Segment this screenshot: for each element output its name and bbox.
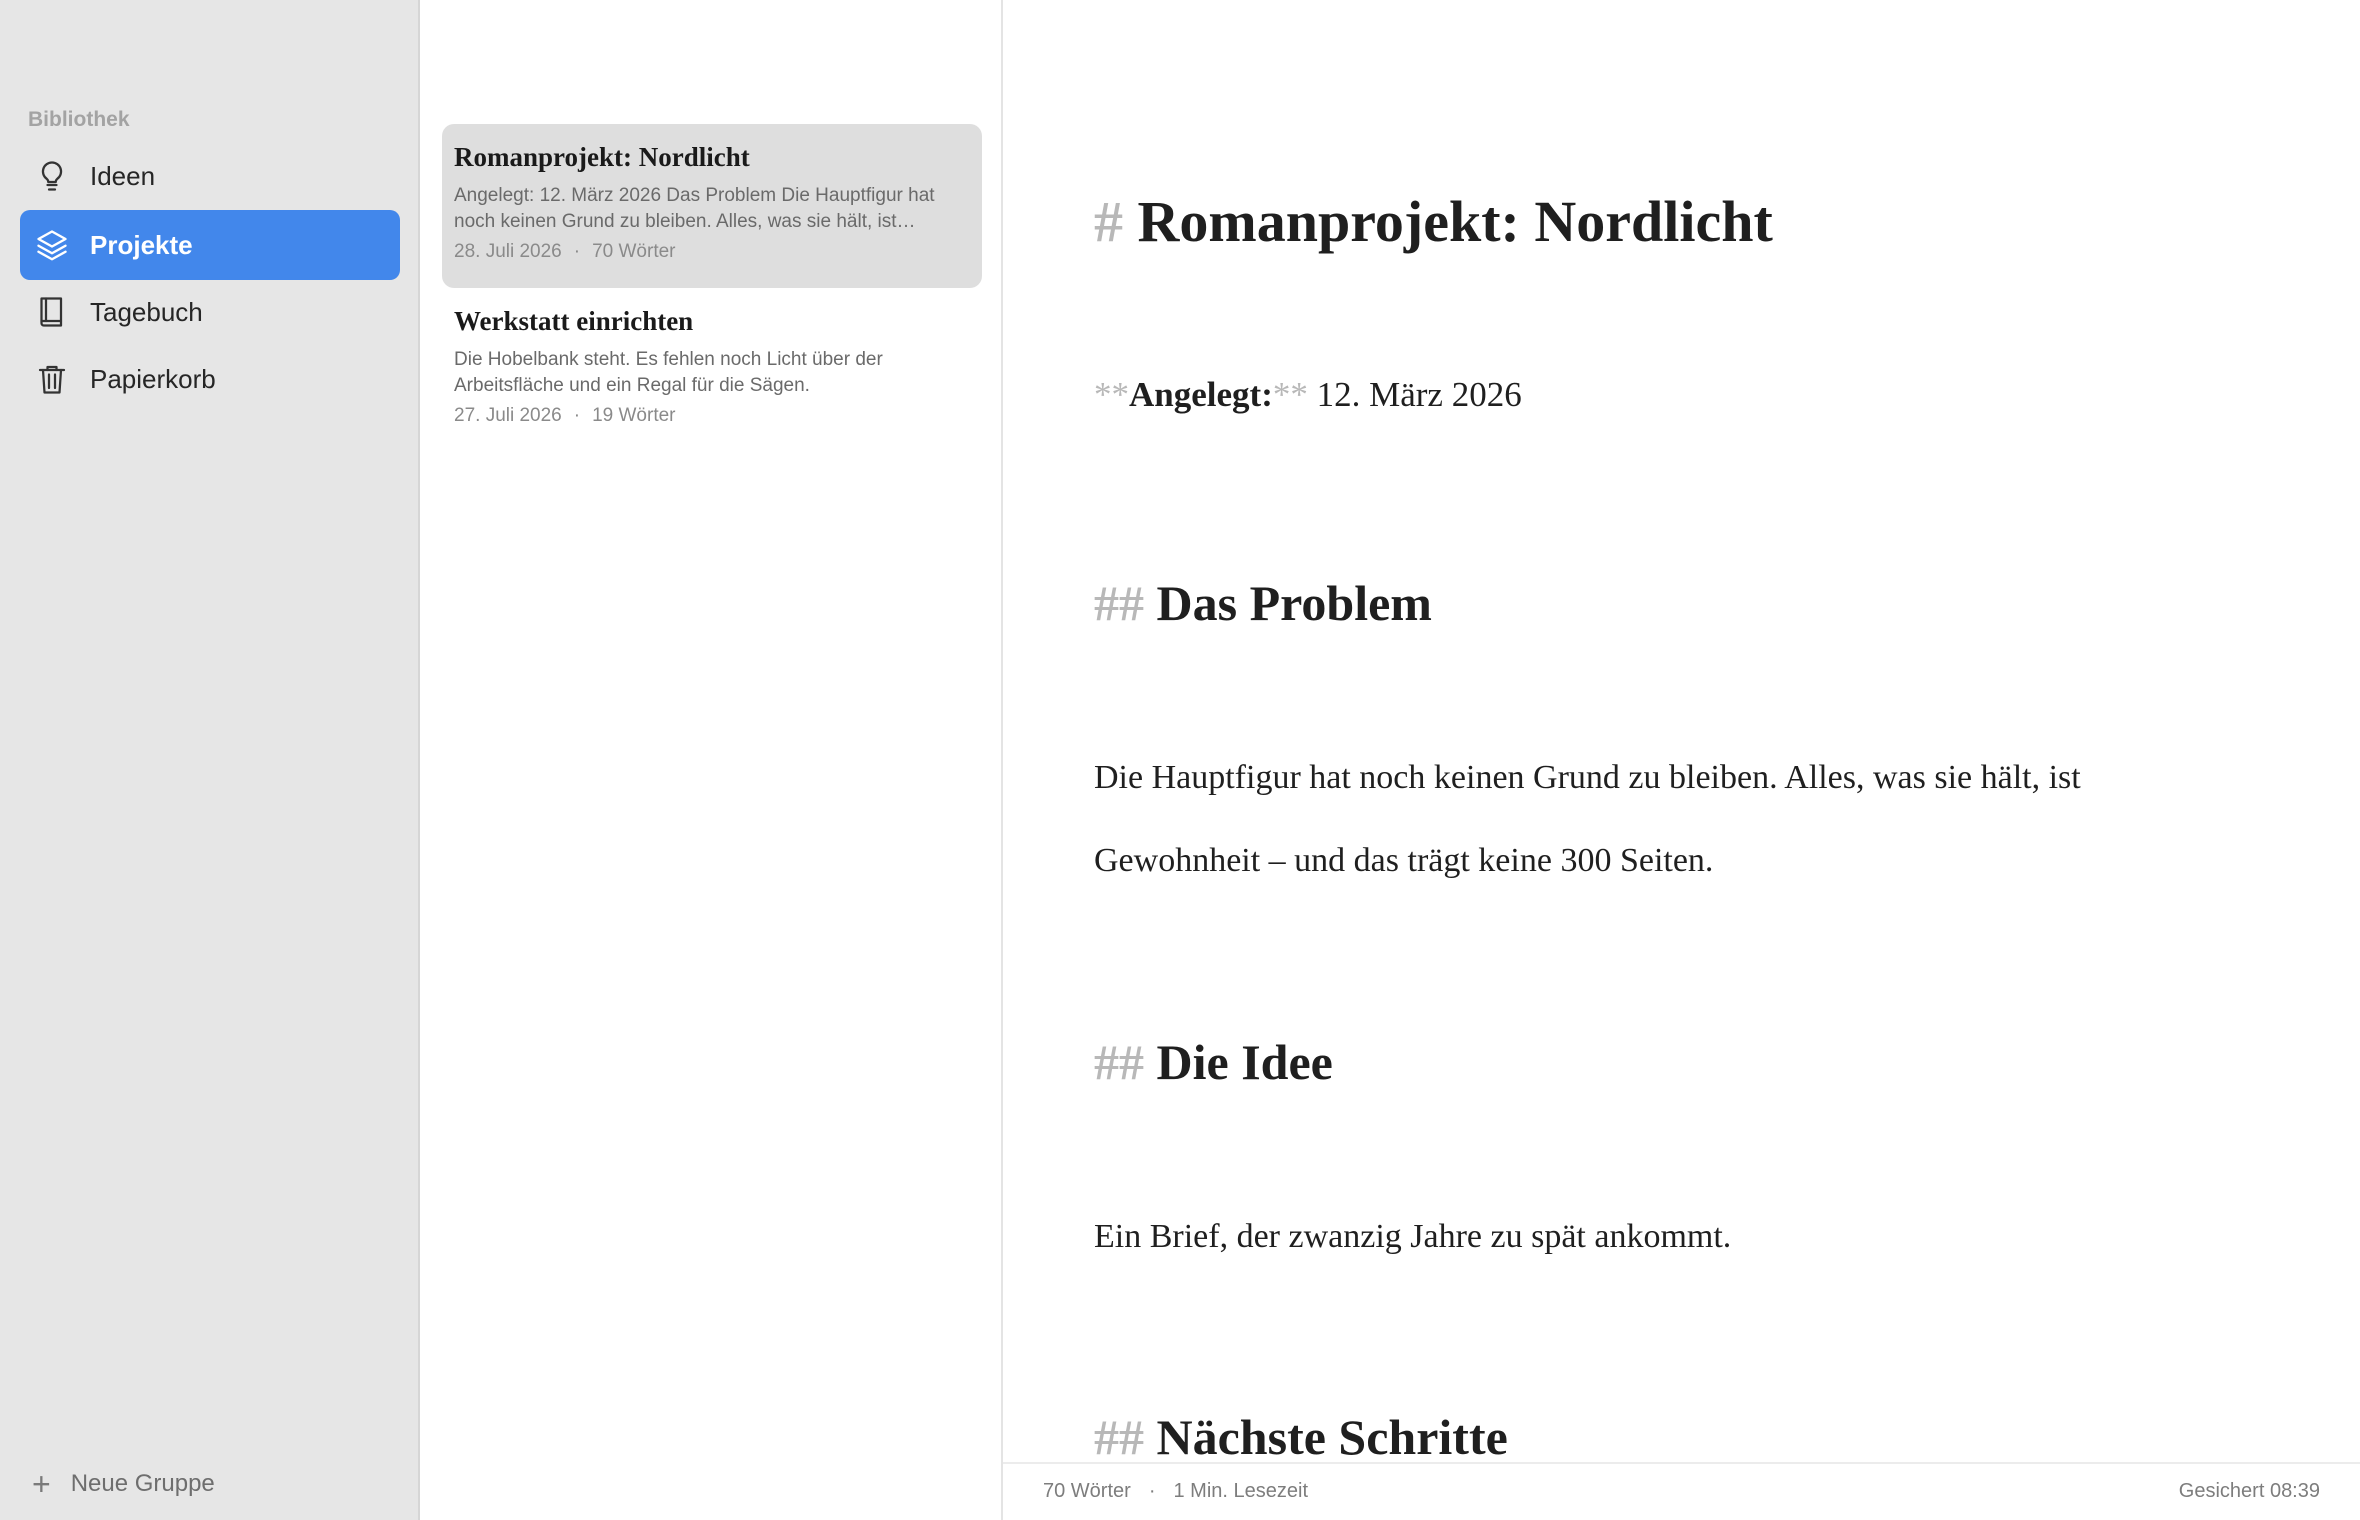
meta-separator: · — [573, 241, 581, 262]
note-meta — [454, 405, 970, 427]
paragraph[interactable]: Die Hauptfigur hat noch keinen Grund zu bleiben. Alles, was sie hält, ist Gewohnheit – und das trägt keine 300 Seiten. — [1094, 759, 2081, 879]
meta-separator: · — [573, 405, 581, 426]
sidebar-item-label: Projekte — [90, 229, 193, 260]
note-card[interactable] — [442, 124, 982, 288]
status-reading-time: 1 Min. Lesezeit — [1173, 1480, 1308, 1502]
markdown-heading-mark: ## — [1094, 1034, 1144, 1090]
lightbulb-icon — [32, 156, 72, 196]
status-saved: Gesichert 08:39 — [2178, 1480, 2320, 1502]
paragraph[interactable]: Ein Brief, der zwanzig Jahre zu spät ankommt. — [1094, 1218, 1732, 1255]
heading-2[interactable] — [1094, 574, 1432, 632]
created-line[interactable] — [1094, 375, 1522, 415]
heading-2[interactable] — [1094, 1408, 1508, 1462]
status-bar — [1003, 1462, 2360, 1520]
sidebar-item-label: Papierkorb — [90, 363, 216, 394]
heading-2-text: Nächste Schritte — [1156, 1409, 1508, 1462]
note-title: Romanprojekt: Nordlicht — [454, 142, 750, 172]
note-list — [420, 0, 1003, 1520]
markdown-heading-mark: ## — [1094, 1409, 1144, 1462]
markdown-heading-mark: # — [1094, 189, 1123, 254]
sidebar-item-label: Tagebuch — [90, 296, 203, 327]
status-word-count: 70 Wörter — [1043, 1480, 1131, 1502]
sidebar-item-label: Ideen — [90, 160, 156, 191]
note-meta — [454, 241, 970, 263]
note-title: Werkstatt einrichten — [454, 306, 694, 336]
sidebar-item-papierkorb[interactable] — [20, 344, 400, 414]
trash-icon — [32, 359, 72, 399]
note-word-count: 19 Wörter — [592, 405, 676, 426]
sidebar-item-ideen[interactable] — [20, 141, 400, 211]
sidebar-item-tagebuch[interactable] — [20, 277, 400, 347]
editor[interactable] — [1003, 0, 2360, 1462]
note-preview: Die Hobelbank steht. Es fehlen noch Licht über der Arbeitsfläche und ein Regal für die Sägen. — [454, 349, 883, 396]
note-date: 27. Juli 2026 — [454, 405, 562, 426]
status-separator: · — [1148, 1480, 1156, 1502]
created-value: 12. März 2026 — [1316, 375, 1522, 414]
new-group-button[interactable] — [32, 1468, 215, 1500]
heading-2-text: Die Idee — [1156, 1034, 1333, 1090]
note-card[interactable] — [442, 288, 982, 448]
sidebar — [0, 0, 420, 1520]
heading-2[interactable] — [1094, 1033, 1333, 1091]
sidebar-item-projekte[interactable] — [20, 210, 400, 280]
markdown-bold-mark: ** — [1094, 375, 1129, 414]
layers-icon — [32, 225, 72, 265]
heading-1[interactable] — [1094, 188, 1773, 255]
book-icon — [32, 292, 72, 332]
status-stats — [1043, 1480, 1308, 1503]
markdown-heading-mark: ## — [1094, 575, 1144, 631]
sidebar-heading: Bibliothek — [28, 108, 130, 131]
created-label: Angelegt: — [1129, 375, 1273, 414]
heading-2-text: Das Problem — [1156, 575, 1432, 631]
new-group-label: Neue Gruppe — [70, 1470, 215, 1497]
note-date: 28. Juli 2026 — [454, 241, 562, 262]
note-preview: Angelegt: 12. März 2026 Das Problem Die Hauptfigur hat noch keinen Grund zu bleiben. Alles, was sie hält, ist — [454, 185, 935, 232]
plus-icon: + — [32, 1466, 51, 1502]
markdown-bold-mark: ** — [1272, 375, 1308, 414]
heading-1-text: Romanprojekt: Nordlicht — [1137, 189, 1773, 254]
note-word-count: 70 Wörter — [592, 241, 676, 262]
